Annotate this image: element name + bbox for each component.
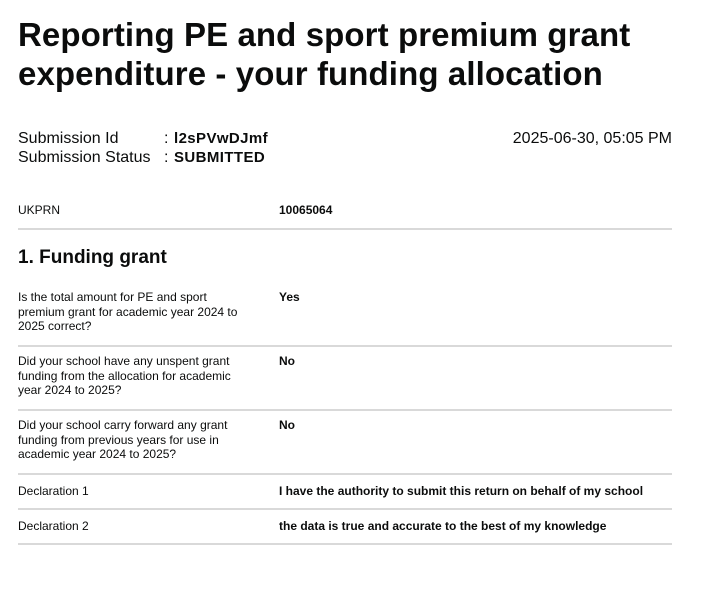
ukprn-label: UKPRN [18, 203, 61, 217]
declaration-label: Declaration 1 [18, 484, 89, 499]
list-item [18, 347, 672, 411]
submission-status-row [18, 148, 672, 167]
ukprn-value: 10065064 [279, 203, 333, 217]
answer-text: Yes [279, 290, 300, 304]
submission-id-label: Submission Id [18, 130, 119, 147]
question-text: Is the total amount for PE and sport premium grant for academic year 2024 to 2025 correct? [18, 290, 238, 333]
answer-text: No [279, 418, 295, 432]
submission-status-value: SUBMITTED [174, 149, 266, 166]
declaration-text: the data is true and accurate to the best of my knowledge [279, 519, 607, 534]
answer-text: No [279, 354, 295, 368]
submission-status-label: Submission Status [18, 149, 151, 166]
list-item [18, 510, 672, 545]
ukprn-row [18, 192, 672, 230]
list-item [18, 475, 672, 510]
submission-timestamp: 2025-06-30, 05:05 PM [512, 130, 672, 147]
separator: : [164, 130, 169, 147]
submission-id-value: l2sPVwDJmf [174, 130, 269, 147]
separator: : [164, 149, 169, 166]
list-item [18, 411, 672, 475]
question-text: Did your school have any unspent grant funding from the allocation for academic year 2024 to 2025? [18, 354, 231, 397]
submission-meta [18, 129, 672, 167]
section-title: 1. Funding grant [18, 247, 167, 268]
question-text: Did your school carry forward any grant funding from previous years for use in academic year 2024 to 2025? [18, 418, 228, 461]
funding-grant-list [18, 283, 672, 545]
page-title: Reporting PE and sport premium grant expenditure - your funding allocation [18, 16, 631, 92]
declaration-label: Declaration 2 [18, 519, 89, 534]
declaration-text: I have the authority to submit this return on behalf of my school [279, 484, 644, 499]
list-item [18, 283, 672, 347]
